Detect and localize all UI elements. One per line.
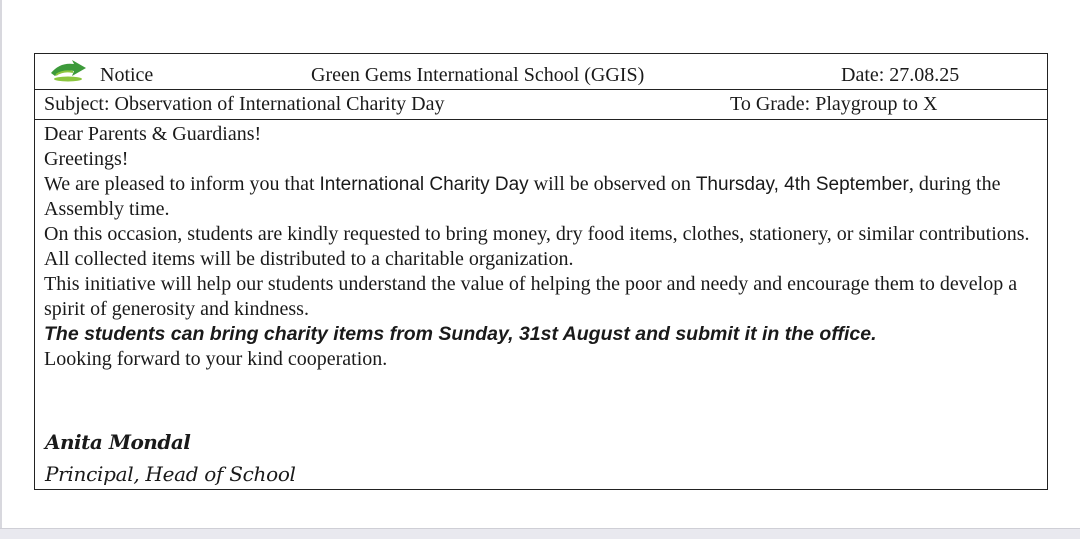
page-bottom-edge [0, 528, 1080, 539]
notice-date: Date: 27.08.25 [841, 64, 960, 86]
greeting: Greetings! [44, 148, 129, 170]
notice-document [34, 53, 1048, 490]
highlight-instruction: The students can bring charity items from Sunday, 31st August and submit it in the office. [44, 323, 877, 345]
paragraph-announcement [44, 172, 1039, 222]
notice-label: Notice [100, 64, 154, 86]
paragraph-initiative: This initiative will help our students understand the value of helping the poor and needy and encourage them to develop a spirit of generosity and kindness. [44, 273, 1018, 320]
event-date: Thursday, 4th September [695, 174, 909, 195]
header-row [35, 54, 1047, 90]
signatory-title: Principal, Head of School [45, 462, 296, 486]
school-name: Green Gems International School (GGIS) [311, 64, 645, 86]
para1-text-a: We are pleased to inform you that [44, 173, 320, 195]
page-edge [0, 0, 2, 538]
school-logo-icon [48, 58, 90, 84]
subject-line: Subject: Observation of International Charity Day [44, 93, 445, 115]
notice-body [44, 122, 1039, 372]
para1-text-b: will be observed on [528, 173, 696, 195]
signatory-name: Anita Mondal [45, 430, 191, 454]
closing-line: Looking forward to your kind cooperation. [44, 348, 388, 370]
paragraph-request: On this occasion, students are kindly requested to bring money, dry food items, clothes, stationery, or similar contributions. All collected items will be distributed to a charitable organization. [44, 223, 1030, 270]
signature-block [45, 426, 296, 490]
grade-line: To Grade: Playgroup to X [730, 93, 938, 115]
salutation: Dear Parents & Guardians! [44, 123, 262, 145]
event-name: International Charity Day [319, 174, 529, 195]
para1-text-c: , during the Assembly time. [44, 173, 1001, 220]
subject-row [35, 90, 1047, 120]
